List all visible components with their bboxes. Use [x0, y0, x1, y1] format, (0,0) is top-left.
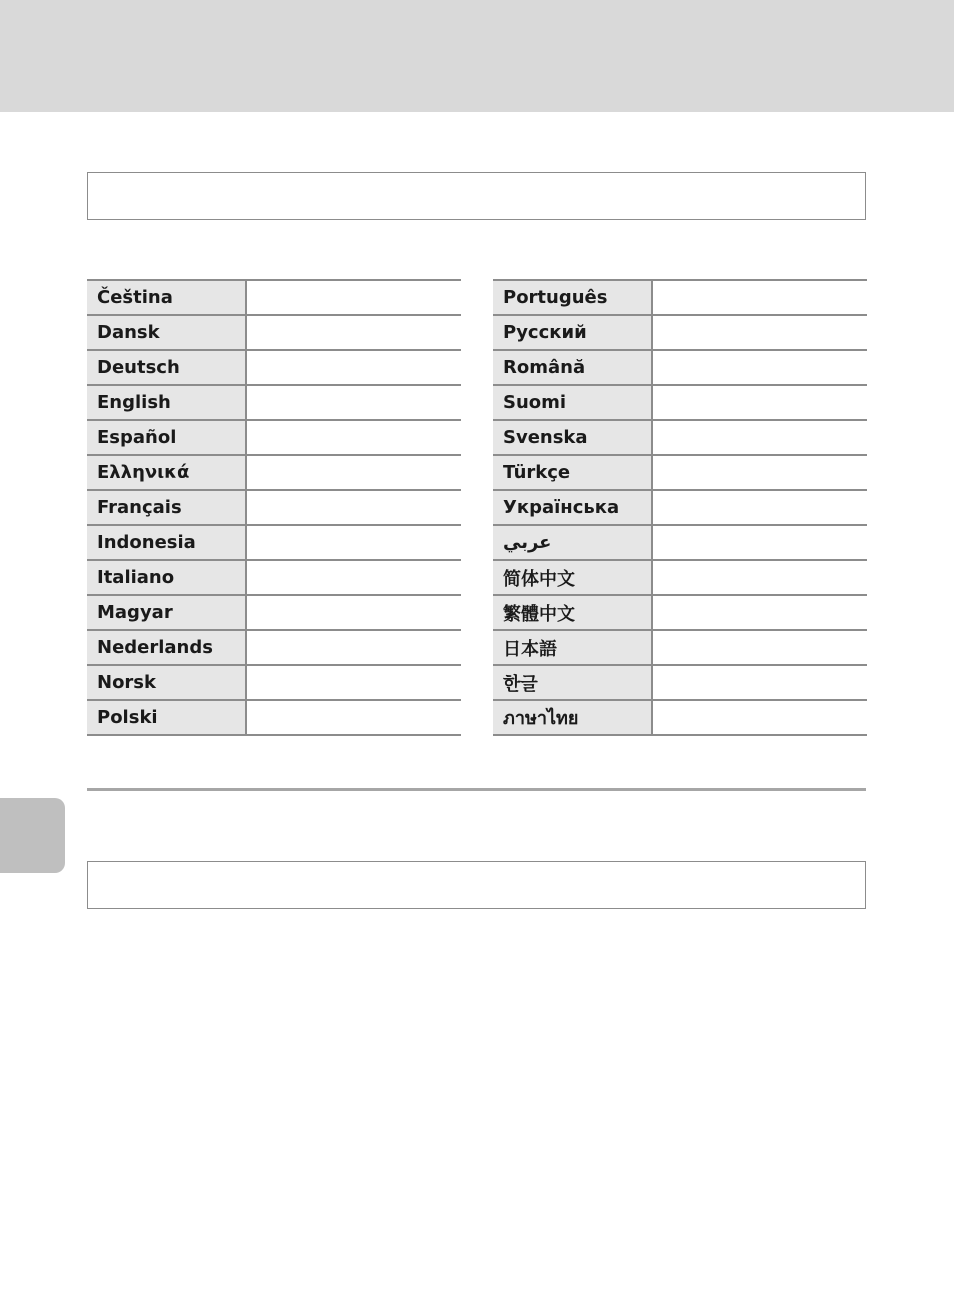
table-row — [87, 350, 461, 385]
table-row — [493, 420, 867, 455]
table-row — [493, 350, 867, 385]
language-name: Türkçe — [493, 455, 652, 490]
language-name: Italiano — [87, 560, 246, 595]
language-value-cell — [246, 630, 461, 665]
table-row — [87, 455, 461, 490]
language-name: Română — [493, 350, 652, 385]
language-name: 简体中文 — [493, 560, 652, 595]
chapter-side-tab — [0, 798, 65, 873]
table-row — [493, 490, 867, 525]
language-value-cell — [652, 420, 867, 455]
language-value-cell — [246, 560, 461, 595]
bottom-note-box — [87, 861, 866, 909]
language-value-cell — [246, 595, 461, 630]
language-name: Polski — [87, 700, 246, 735]
language-name: 한글 — [493, 665, 652, 700]
language-table-right — [493, 279, 867, 736]
language-name: Українська — [493, 490, 652, 525]
language-value-cell — [246, 420, 461, 455]
language-name: Español — [87, 420, 246, 455]
language-value-cell — [246, 280, 461, 315]
language-name: Ελληνικά — [87, 455, 246, 490]
table-row — [87, 420, 461, 455]
table-row — [87, 525, 461, 560]
language-value-cell — [246, 315, 461, 350]
language-value-cell — [652, 560, 867, 595]
language-value-cell — [652, 350, 867, 385]
language-name: ภาษาไทย — [493, 700, 652, 735]
table-row — [493, 595, 867, 630]
language-name: Deutsch — [87, 350, 246, 385]
language-name: Norsk — [87, 665, 246, 700]
table-row — [493, 665, 867, 700]
language-table-left — [87, 279, 461, 736]
table-row — [493, 280, 867, 315]
language-value-cell — [652, 280, 867, 315]
language-name: Français — [87, 490, 246, 525]
language-value-cell — [246, 350, 461, 385]
language-value-cell — [652, 385, 867, 420]
section-divider — [87, 788, 866, 791]
language-name: 日本語 — [493, 630, 652, 665]
table-row — [493, 700, 867, 735]
language-value-cell — [246, 665, 461, 700]
language-value-cell — [652, 665, 867, 700]
table-row — [87, 665, 461, 700]
language-name: عربي — [493, 525, 652, 560]
language-name: Svenska — [493, 420, 652, 455]
language-value-cell — [652, 455, 867, 490]
language-name: Indonesia — [87, 525, 246, 560]
language-value-cell — [246, 455, 461, 490]
table-row — [87, 315, 461, 350]
table-row — [493, 385, 867, 420]
language-name: Dansk — [87, 315, 246, 350]
table-row — [87, 595, 461, 630]
table-row — [493, 630, 867, 665]
language-name: Русский — [493, 315, 652, 350]
table-row — [87, 385, 461, 420]
language-value-cell — [652, 595, 867, 630]
table-row — [87, 630, 461, 665]
table-row — [493, 315, 867, 350]
table-row — [493, 525, 867, 560]
language-value-cell — [652, 700, 867, 735]
language-value-cell — [652, 630, 867, 665]
table-row — [87, 490, 461, 525]
language-value-cell — [246, 525, 461, 560]
language-name: Suomi — [493, 385, 652, 420]
table-row — [87, 700, 461, 735]
language-name: English — [87, 385, 246, 420]
language-name: Magyar — [87, 595, 246, 630]
language-value-cell — [246, 385, 461, 420]
language-value-cell — [652, 525, 867, 560]
language-name: Português — [493, 280, 652, 315]
language-name: Nederlands — [87, 630, 246, 665]
language-value-cell — [246, 490, 461, 525]
language-value-cell — [246, 700, 461, 735]
language-name: 繁體中文 — [493, 595, 652, 630]
header-band — [0, 0, 954, 112]
table-row — [493, 455, 867, 490]
table-row — [87, 280, 461, 315]
language-name: Čeština — [87, 280, 246, 315]
table-row — [493, 560, 867, 595]
language-value-cell — [652, 315, 867, 350]
top-note-box — [87, 172, 866, 220]
language-value-cell — [652, 490, 867, 525]
table-row — [87, 560, 461, 595]
